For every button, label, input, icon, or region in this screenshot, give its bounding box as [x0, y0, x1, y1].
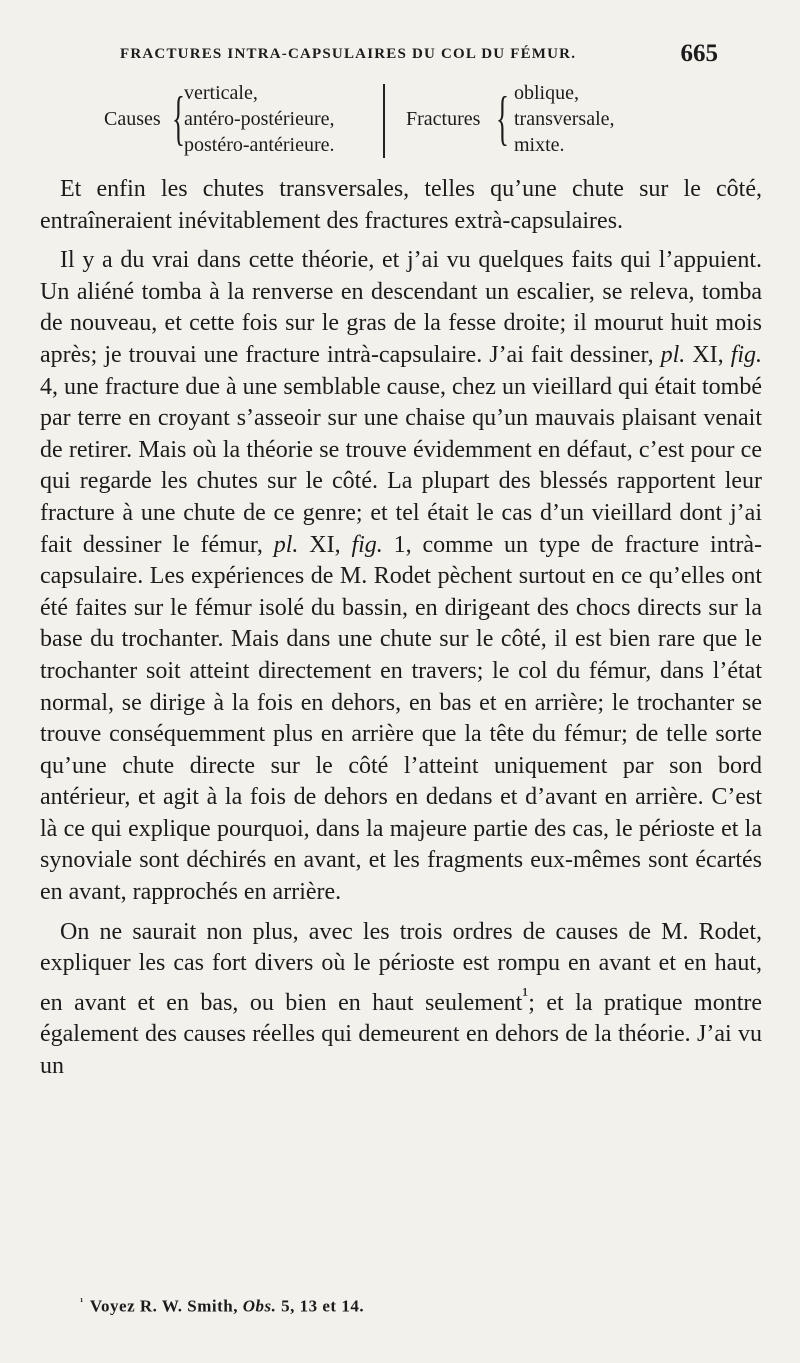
- fractures-item-2: transversale,: [514, 108, 615, 130]
- paragraph-3: [40, 917, 762, 1083]
- paragraph-3-text-b: ; et la pratique montre également des causes réelles qui demeurent en dehors de la théorie. J’ai vu un: [40, 989, 762, 1080]
- table-divider: [383, 84, 385, 158]
- causes-item-3: postéro-antérieure.: [184, 134, 335, 156]
- paragraph-2: [40, 245, 762, 908]
- plate-ref-1-pl: pl.: [660, 341, 686, 368]
- footnote-marker: ¹: [522, 983, 529, 1006]
- causes-item-1: verticale,: [184, 82, 258, 104]
- plate-ref-1-num: XI,: [692, 341, 724, 368]
- plate-ref-2-num: XI,: [309, 531, 341, 558]
- footnote-text-b: 5, 13 et 14.: [281, 1296, 365, 1316]
- fractures-label: Fractures: [406, 108, 481, 130]
- footnote-number: ¹: [80, 1296, 84, 1308]
- plate-ref-1-fignum: 4,: [40, 373, 58, 400]
- paragraph-2-text-a: Il y a du vrai dans cette théorie, et j’ai vu quelques faits qui l’appuient. Un aliéné tomba à la renverse en descendant un escalier, se releva, tomba de nouveau, et cette fois sur le gras de la fesse droite; il mourut huit mois après; je trouvai une fracture intrà-capsulaire. J’ai fait dessiner,: [40, 247, 762, 368]
- fractures-item-1: oblique,: [514, 82, 579, 104]
- footnote: [80, 1296, 364, 1317]
- causes-label: Causes: [104, 108, 161, 130]
- paragraph-2-text-c: comme un type de fracture intrà-capsulaire. Les expériences de M. Rodet pèchent surtout en ce qu’elles ont été faites sur le fémur isolé du bassin, en dirigeant des chocs directs sur la base du trochanter. Mais dans une chute sur le côté, il est bien rare que le trochanter soit atteint directement en travers; le col du fémur, dans l’état normal, se dirige à la fois en dehors, en bas et en arrière; le trochanter se trouve conséquemment plus en arrière que la tête du fémur; de telle sorte qu’une chute directe sur le côté l’atteint uniquement par son bord antérieur, et agit à la fois de dehors en dedans et d’avant en arrière. C’est là ce qui explique pourquoi, dans la majeure partie des cas, le périoste et la synoviale sont déchirés en avant, et les fragments eux-mêmes sont écartés en avant, rapprochés en arrière.: [40, 531, 762, 906]
- causes-fractures-table: [100, 80, 660, 158]
- footnote-text-a: Voyez R. W. Smith,: [89, 1296, 238, 1316]
- plate-ref-1-fig: fig.: [730, 341, 763, 368]
- fractures-item-3: mixte.: [514, 134, 565, 156]
- footnote-obs: Obs.: [242, 1296, 277, 1316]
- paragraph-1: Et enfin les chutes transversales, telles qu’une chute sur le côté, entraîneraient inévitablement des fractures extrà-capsulaires.: [40, 176, 762, 234]
- plate-ref-2-fig: fig.: [351, 531, 383, 558]
- running-head: [40, 38, 740, 74]
- running-title: FRACTURES INTRA-CAPSULAIRES DU COL DU FÉMUR.: [120, 46, 577, 62]
- causes-item-2: antéro-postérieure,: [184, 108, 335, 130]
- causes-brace-icon: {: [172, 85, 185, 151]
- paragraph-3-text-a: On ne saurait non plus, avec les trois ordres de causes de M. Rodet, expliquer les cas fort divers où le périoste est rompu en avant et en haut, en avant et en bas, ou bien en haut seulement: [40, 918, 762, 1016]
- plate-ref-2-fignum: 1,: [393, 531, 412, 558]
- plate-ref-2-pl: pl.: [273, 531, 299, 558]
- body-text: [40, 174, 762, 1091]
- page-number: 665: [680, 40, 718, 67]
- fractures-brace-icon: {: [496, 85, 509, 151]
- paragraph-2-text-b: une fracture due à une semblable cause, chez un vieillard qui était tombé par terre en croyant s’asseoir sur une chaise qu’un mauvais plaisant venait de retirer. Mais où la théorie se trouve évidemment en défaut, c’est pour ce qui regarde les chutes sur le côté. La plupart des blessés rapportent leur fracture à une chute de ce genre; et tel était le cas d’un vieillard dont j’ai fait dessiner le fémur,: [40, 373, 763, 558]
